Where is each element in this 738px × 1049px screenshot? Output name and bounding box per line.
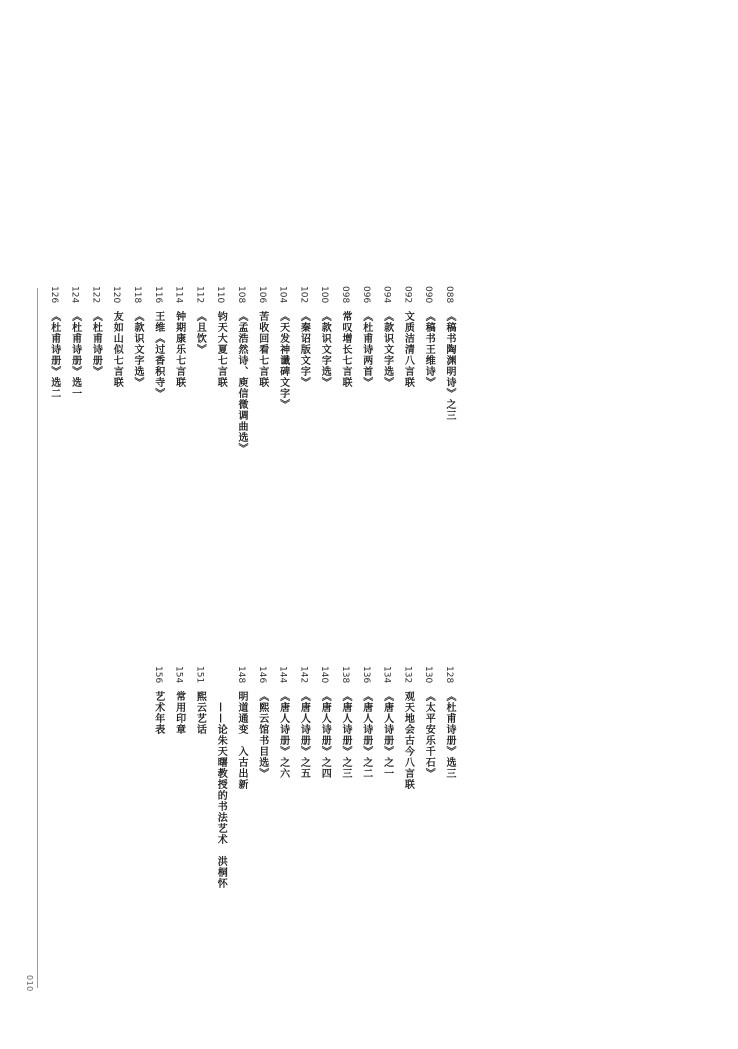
- toc-page-number: 142: [298, 666, 309, 684]
- toc-page-number: 151: [194, 666, 205, 684]
- toc-title: 《杜甫诗两首》: [360, 311, 372, 389]
- toc-title: 《唐人诗册》之三: [340, 691, 351, 780]
- toc-page-number: 092: [402, 286, 413, 304]
- toc-entry[interactable]: [68, 286, 82, 399]
- toc-entry[interactable]: [296, 286, 310, 388]
- toc-title: 《唐人诗册》之五: [298, 691, 310, 780]
- toc-title: 《稿书王维诗》: [423, 311, 435, 389]
- toc-title: 艺术年表: [152, 691, 164, 736]
- toc-page-number: 132: [402, 666, 413, 684]
- toc-entry[interactable]: [317, 666, 331, 779]
- toc-entry[interactable]: [109, 286, 123, 388]
- toc-title: 《杜甫诗册》选一: [69, 311, 81, 400]
- toc-title: 《且饮》: [194, 311, 206, 356]
- toc-title: 《杜甫诗册》: [90, 311, 102, 378]
- toc-entry[interactable]: [338, 286, 352, 388]
- toc-title: 王维《过香积寺》: [152, 311, 164, 400]
- toc-title: 《唐人诗册》之六: [277, 691, 289, 780]
- toc-entry[interactable]: [130, 286, 144, 388]
- toc-entry[interactable]: [421, 666, 435, 779]
- toc-entry[interactable]: [359, 286, 373, 388]
- toc-page-number: 104: [277, 286, 288, 304]
- toc-page-number: 136: [360, 666, 371, 684]
- toc-page-number: 106: [256, 286, 267, 304]
- toc-entry[interactable]: [151, 666, 165, 735]
- toc-page-number: 098: [340, 286, 350, 304]
- toc-page-number: 140: [319, 666, 330, 684]
- toc-title: 《太平安乐千石》: [423, 691, 435, 780]
- toc-title: 《唐人诗册》之二: [360, 691, 372, 780]
- toc-title: 文质洁清八言联: [402, 311, 414, 389]
- toc-page-number: 156: [152, 666, 163, 684]
- page-number: 010: [25, 975, 34, 992]
- toc-title: 常用印章: [173, 691, 185, 736]
- toc-title: 钧天大夏七言联: [215, 311, 227, 389]
- toc-page-number: 100: [319, 286, 330, 304]
- toc-entry[interactable]: [88, 286, 102, 377]
- toc-entry[interactable]: [442, 666, 456, 779]
- toc-entry[interactable]: [442, 286, 456, 421]
- toc-entry[interactable]: [338, 666, 352, 779]
- toc-entry[interactable]: [296, 666, 310, 779]
- toc-page-number: 108: [236, 286, 246, 304]
- toc-page-number: 112: [194, 286, 205, 304]
- toc-entry[interactable]: [380, 666, 394, 779]
- toc-title: 观天地会古今八言联: [402, 691, 414, 791]
- toc-page-number: 148: [236, 666, 246, 684]
- toc-entry[interactable]: [213, 286, 227, 388]
- toc-page-number: 116: [152, 286, 163, 304]
- toc-title: 《孟浩然诗、庾信微调曲选》: [236, 311, 247, 455]
- toc-page-number: 144: [277, 666, 288, 684]
- toc-title: 《款识文字选》: [132, 311, 143, 389]
- toc-page-number: 154: [173, 666, 184, 684]
- toc-title: 《杜甫诗册》选二: [48, 311, 60, 400]
- toc-title: 《稿书陶渊明诗》之三: [444, 311, 455, 422]
- toc-page-number: 090: [423, 286, 434, 304]
- toc-title: ——论朱天曙教授的书法艺术 洪桐怀: [215, 702, 227, 889]
- toc-title: 《款识文字选》: [381, 311, 393, 389]
- toc-title: 《唐人诗册》之四: [319, 691, 331, 780]
- toc-title: 《天发神谶碑文字》: [277, 311, 289, 411]
- toc-entry[interactable]: [192, 286, 206, 355]
- toc-entry[interactable]: [380, 286, 394, 388]
- toc-page-number: 120: [111, 286, 122, 304]
- toc-entry[interactable]: [317, 286, 331, 388]
- toc-entry[interactable]: [400, 666, 414, 790]
- toc-page-number: 128: [444, 666, 454, 684]
- toc-page-number: 114: [173, 286, 184, 304]
- toc-page-number: 088: [444, 286, 454, 304]
- toc-page-number: 122: [90, 286, 101, 304]
- toc-title: 熙云艺话: [194, 691, 206, 736]
- toc-page-number: 126: [48, 286, 59, 304]
- toc-title: 明道通变 入古出新: [236, 691, 247, 791]
- toc-entry[interactable]: [151, 286, 165, 399]
- toc-page-number: 124: [69, 286, 80, 304]
- toc-title: 《秦诏版文字》: [298, 311, 310, 389]
- toc-entry[interactable]: [276, 286, 290, 410]
- toc-title: 《唐人诗册》之一: [381, 691, 393, 780]
- toc-title: 苦收回看七言联: [256, 311, 268, 389]
- toc-entry[interactable]: [255, 666, 269, 779]
- toc-page-number: 118: [132, 286, 142, 304]
- toc-entry[interactable]: [255, 286, 269, 388]
- toc-entry[interactable]: [192, 666, 206, 735]
- toc-title: 钟期康乐七言联: [173, 311, 185, 389]
- toc-page-number: 134: [381, 666, 392, 684]
- toc-title: 《熙云馆书目选》: [256, 691, 268, 780]
- toc-entry[interactable]: [400, 286, 414, 388]
- toc-entry[interactable]: [421, 286, 435, 388]
- toc-entry[interactable]: [234, 666, 248, 790]
- toc-page-number: 110: [215, 286, 226, 304]
- toc-page-number: 138: [340, 666, 350, 684]
- toc-page-number: 096: [360, 286, 371, 304]
- toc-entry[interactable]: [276, 666, 290, 779]
- toc-entry[interactable]: [172, 666, 186, 735]
- toc-entry[interactable]: [47, 286, 61, 399]
- toc-title: 常叹增长七言联: [340, 311, 351, 389]
- toc-entry[interactable]: [234, 286, 248, 454]
- toc-page-number: 130: [423, 666, 434, 684]
- toc-title: 《款识文字选》: [319, 311, 331, 389]
- margin-rule: [37, 288, 38, 988]
- toc-entry[interactable]: [359, 666, 373, 779]
- toc-entry[interactable]: [172, 286, 186, 388]
- toc-page-number: 102: [298, 286, 309, 304]
- toc-page-number: 146: [256, 666, 267, 684]
- toc-title: 《杜甫诗册》选三: [444, 691, 455, 780]
- toc-page-number: 094: [381, 286, 392, 304]
- toc-entry[interactable]: [213, 702, 227, 889]
- toc-title: 友如山似七言联: [111, 311, 123, 389]
